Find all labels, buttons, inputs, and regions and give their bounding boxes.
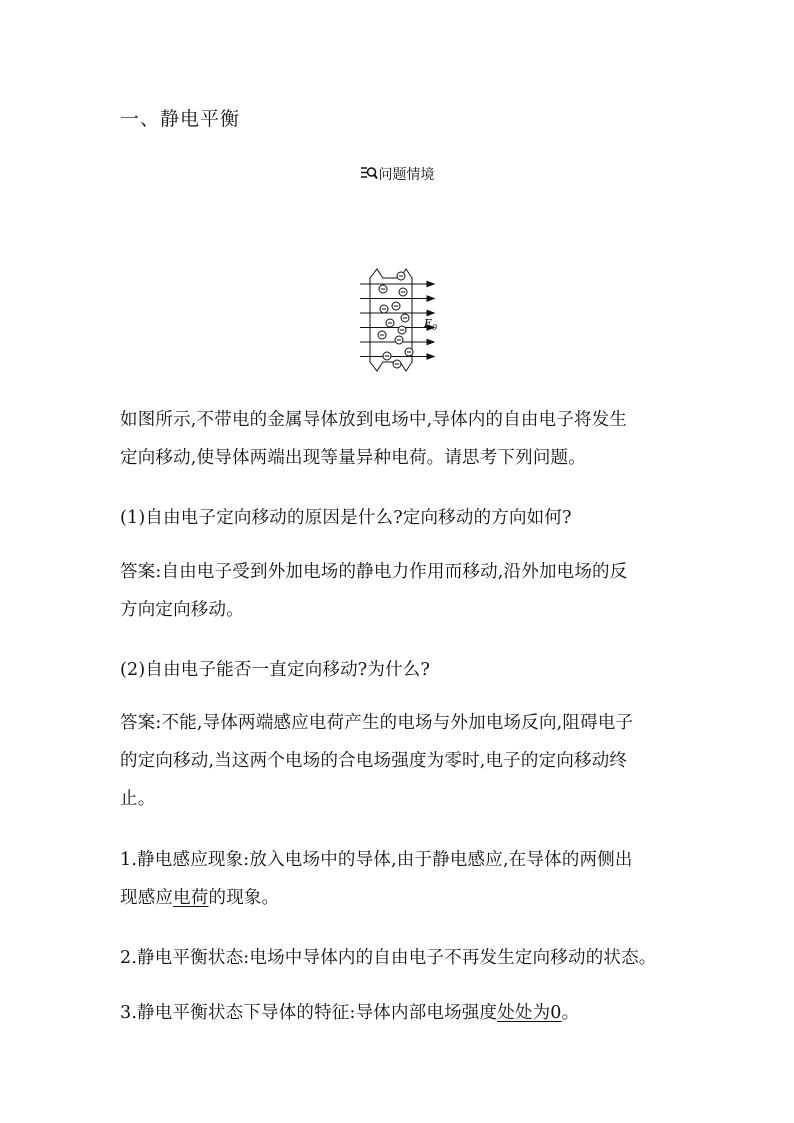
electron [405, 348, 413, 356]
answer-1-line-1: 答案:自由电子受到外加电场的静电力作用而移动,沿外加电场的反 [120, 562, 628, 582]
question-2 [120, 651, 680, 689]
point-3-suffix: 。 [561, 1003, 580, 1023]
electron [383, 352, 391, 360]
point-3-underlined: 处处为0 [497, 1003, 562, 1023]
point-1-prefix: 现感应 [120, 888, 174, 908]
intro-line-1: 如图所示,不带电的金属导体放到电场中,导体内的自由电子将发生 [120, 410, 628, 430]
point-3-text [120, 994, 680, 1032]
magnifier-icon [360, 166, 378, 184]
field-lines [360, 281, 434, 359]
answer-2-line-3: 止。 [120, 789, 156, 809]
situation-label-row [0, 164, 794, 184]
question-2-text: (2)自由电子能否一直定向移动?为什么? [120, 660, 431, 680]
answer-2-line-1: 答案:不能,导体两端感应电荷产生的电场与外加电场反向,阻碍电子 [120, 713, 634, 733]
electron [401, 314, 409, 322]
electron [397, 272, 405, 280]
conductor-field-figure [350, 266, 450, 380]
point-1-line-1: 1.静电感应现象:放入电场中的导体,由于静电感应,在导体的两侧出 [120, 850, 633, 870]
electron [393, 360, 401, 368]
question-1 [120, 499, 680, 537]
electron [395, 336, 403, 344]
point-1-suffix: 的现象。 [208, 888, 280, 908]
field-arrowhead [427, 354, 434, 359]
electron [378, 331, 386, 339]
point-1 [120, 841, 680, 917]
answer-2 [120, 704, 680, 818]
electron [386, 319, 394, 327]
intro-paragraph [120, 401, 680, 477]
answer-1-line-2: 方向定向移动。 [120, 600, 244, 620]
answer-1 [120, 553, 680, 629]
point-2-text: 2.静电平衡状态:电场中导体内的自由电子不再发生定向移动的状态。 [120, 948, 657, 968]
electron [399, 288, 407, 296]
field-label: $E_0$ [424, 317, 438, 332]
electron [380, 305, 388, 313]
field-arrowhead [427, 296, 434, 301]
point-1-underlined: 电荷 [173, 888, 209, 908]
field-label-subscript: 0 [432, 323, 438, 332]
intro-line-2: 定向移动,使导体两端出现等量异种电荷。请思考下列问题。 [120, 448, 586, 468]
answer-2-line-2: 的定向移动,当这两个电场的合电场强度为零时,电子的定向移动终 [120, 751, 628, 771]
point-3 [120, 994, 680, 1032]
section-heading: 一、静电平衡 [120, 108, 241, 130]
electron [392, 302, 400, 310]
point-3-prefix: 3.静电平衡状态下导体的特征:导体内部电场强度 [120, 1003, 498, 1023]
question-1-text: (1)自由电子定向移动的原因是什么?定向移动的方向如何? [120, 508, 572, 528]
electron [379, 285, 387, 293]
field-arrowhead [427, 339, 434, 344]
point-1-line-2 [120, 879, 680, 917]
field-arrowhead [427, 310, 434, 315]
field-arrowhead [427, 281, 434, 286]
situation-label: 问题情境 [378, 167, 435, 183]
electrons [378, 272, 413, 368]
point-2 [120, 939, 680, 977]
electron [398, 326, 406, 334]
